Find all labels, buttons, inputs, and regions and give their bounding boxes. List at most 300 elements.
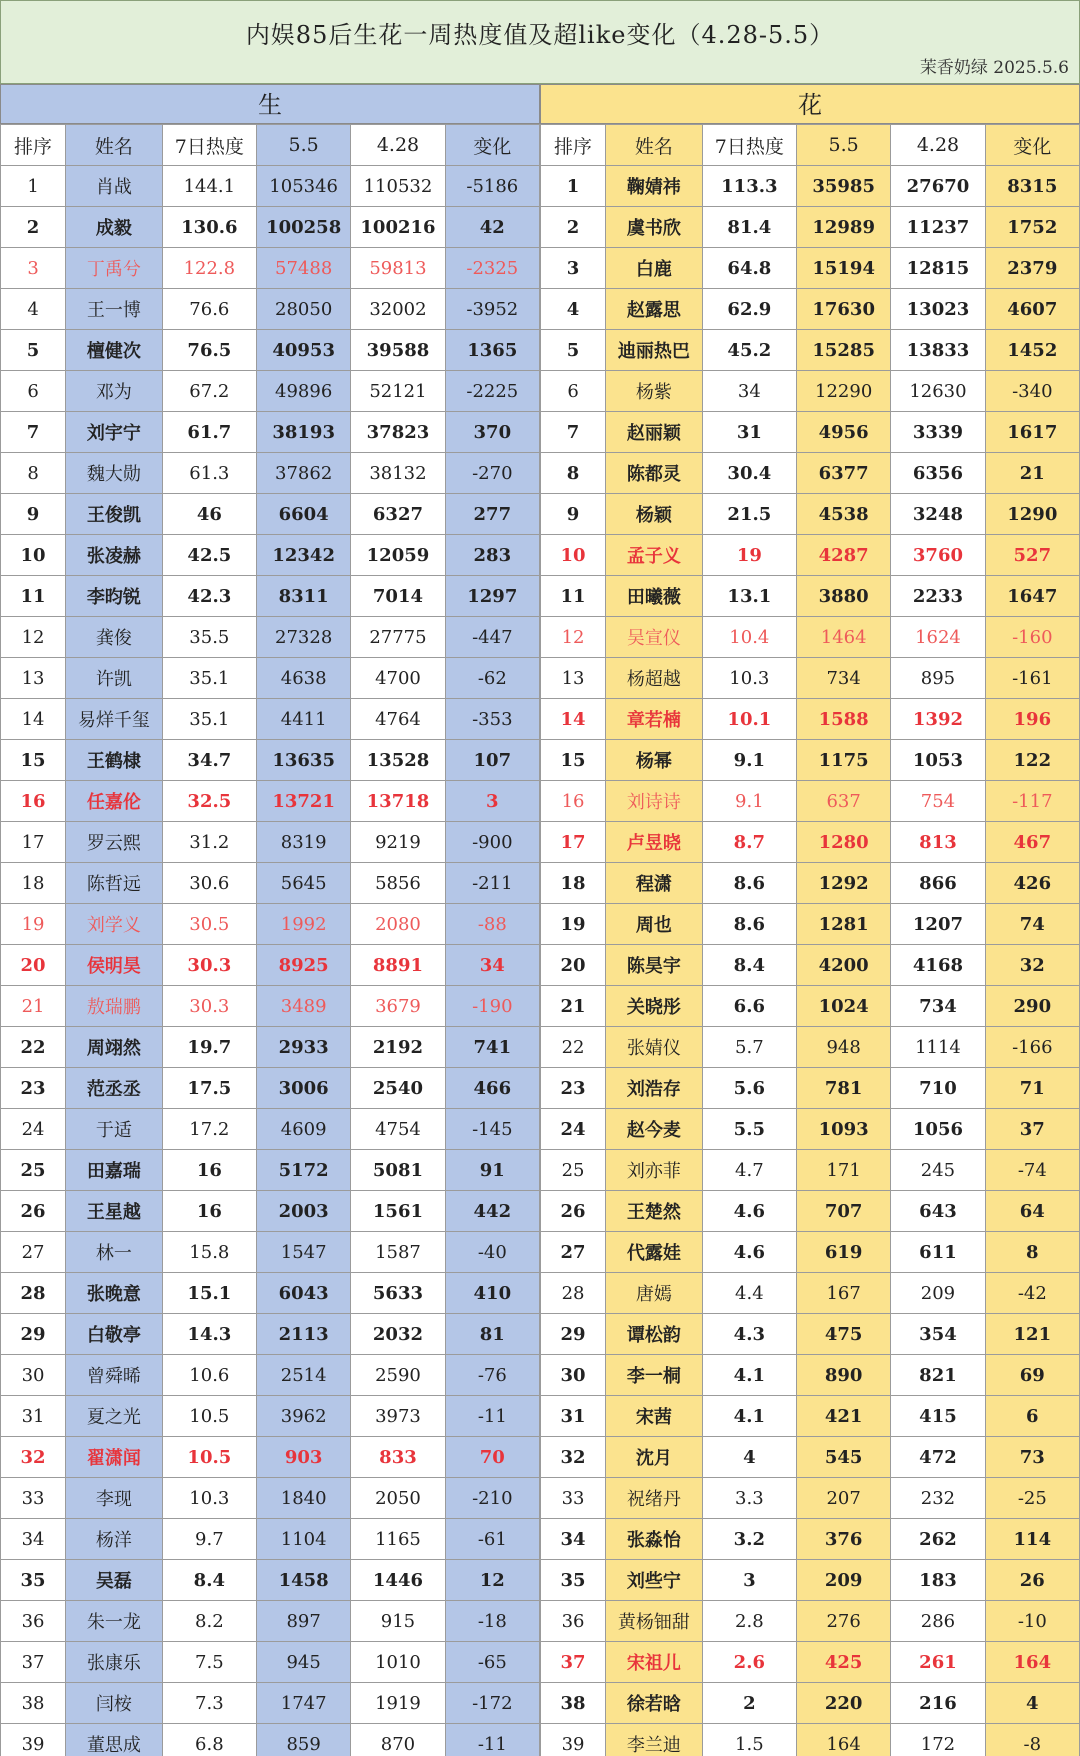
name-cell: 成毅 xyxy=(66,207,163,248)
change-cell: 69 xyxy=(985,1355,1079,1396)
value-55-cell: 1464 xyxy=(797,617,891,658)
table-row xyxy=(541,986,1080,1027)
heat-cell: 19 xyxy=(702,535,796,576)
rank-cell: 35 xyxy=(541,1560,606,1601)
value-428-cell: 261 xyxy=(891,1642,985,1683)
rank-cell: 4 xyxy=(541,289,606,330)
heat-cell: 16 xyxy=(162,1150,256,1191)
rank-cell: 11 xyxy=(1,576,66,617)
rank-cell: 18 xyxy=(541,863,606,904)
rank-cell: 13 xyxy=(541,658,606,699)
value-428-cell: 100216 xyxy=(351,207,445,248)
heat-cell: 42.3 xyxy=(162,576,256,617)
value-55-cell: 3006 xyxy=(257,1068,351,1109)
name-cell: 刘诗诗 xyxy=(606,781,703,822)
value-428-cell: 209 xyxy=(891,1273,985,1314)
table-row xyxy=(541,1396,1080,1437)
change-cell: -25 xyxy=(985,1478,1079,1519)
heat-cell: 8.7 xyxy=(702,822,796,863)
name-cell: 沈月 xyxy=(606,1437,703,1478)
rank-cell: 1 xyxy=(1,166,66,207)
table-row xyxy=(1,330,540,371)
heat-cell: 5.6 xyxy=(702,1068,796,1109)
value-55-cell: 12290 xyxy=(797,371,891,412)
name-cell: 陈都灵 xyxy=(606,453,703,494)
value-428-cell: 5633 xyxy=(351,1273,445,1314)
value-428-cell: 27775 xyxy=(351,617,445,658)
name-cell: 迪丽热巴 xyxy=(606,330,703,371)
value-428-cell: 13528 xyxy=(351,740,445,781)
change-cell: 426 xyxy=(985,863,1079,904)
table-row xyxy=(541,1601,1080,1642)
name-cell: 陈昊宇 xyxy=(606,945,703,986)
value-55-cell: 4609 xyxy=(257,1109,351,1150)
rank-cell: 21 xyxy=(1,986,66,1027)
change-cell: 277 xyxy=(445,494,539,535)
heat-cell: 8.2 xyxy=(162,1601,256,1642)
rank-cell: 39 xyxy=(1,1724,66,1756)
heat-cell: 4.1 xyxy=(702,1396,796,1437)
value-55-cell: 276 xyxy=(797,1601,891,1642)
value-55-cell: 1458 xyxy=(257,1560,351,1601)
table-row xyxy=(541,781,1080,822)
value-55-cell: 897 xyxy=(257,1601,351,1642)
value-428-cell: 110532 xyxy=(351,166,445,207)
change-cell: -353 xyxy=(445,699,539,740)
header-change: 变化 xyxy=(445,125,539,166)
value-55-cell: 4638 xyxy=(257,658,351,699)
change-cell: 466 xyxy=(445,1068,539,1109)
name-cell: 赵露思 xyxy=(606,289,703,330)
heat-cell: 76.5 xyxy=(162,330,256,371)
heat-cell: 9.1 xyxy=(702,781,796,822)
value-428-cell: 32002 xyxy=(351,289,445,330)
name-cell: 刘学义 xyxy=(66,904,163,945)
rank-cell: 24 xyxy=(1,1109,66,1150)
value-428-cell: 216 xyxy=(891,1683,985,1724)
value-428-cell: 39588 xyxy=(351,330,445,371)
table-row xyxy=(541,863,1080,904)
change-cell: 164 xyxy=(985,1642,1079,1683)
change-cell: 467 xyxy=(985,822,1079,863)
value-55-cell: 12989 xyxy=(797,207,891,248)
value-55-cell: 2003 xyxy=(257,1191,351,1232)
change-cell: 26 xyxy=(985,1560,1079,1601)
name-cell: 易烊千玺 xyxy=(66,699,163,740)
rank-cell: 15 xyxy=(541,740,606,781)
table-row xyxy=(541,453,1080,494)
rank-cell: 28 xyxy=(1,1273,66,1314)
name-cell: 王俊凯 xyxy=(66,494,163,535)
name-cell: 虞书欣 xyxy=(606,207,703,248)
value-428-cell: 8891 xyxy=(351,945,445,986)
value-55-cell: 1093 xyxy=(797,1109,891,1150)
rank-cell: 26 xyxy=(1,1191,66,1232)
name-cell: 杨洋 xyxy=(66,1519,163,1560)
heat-cell: 2.6 xyxy=(702,1642,796,1683)
name-cell: 谭松韵 xyxy=(606,1314,703,1355)
rank-cell: 7 xyxy=(1,412,66,453)
value-428-cell: 7014 xyxy=(351,576,445,617)
value-55-cell: 2113 xyxy=(257,1314,351,1355)
name-cell: 宋茜 xyxy=(606,1396,703,1437)
table-row xyxy=(541,945,1080,986)
rank-cell: 27 xyxy=(1,1232,66,1273)
name-cell: 祝绪丹 xyxy=(606,1478,703,1519)
value-428-cell: 286 xyxy=(891,1601,985,1642)
name-cell: 黄杨钿甜 xyxy=(606,1601,703,1642)
heat-cell: 32.5 xyxy=(162,781,256,822)
heat-cell: 6.8 xyxy=(162,1724,256,1756)
value-55-cell: 207 xyxy=(797,1478,891,1519)
value-55-cell: 15194 xyxy=(797,248,891,289)
heat-cell: 19.7 xyxy=(162,1027,256,1068)
male-ranking-table xyxy=(0,124,540,1756)
change-cell: -5186 xyxy=(445,166,539,207)
value-55-cell: 6043 xyxy=(257,1273,351,1314)
name-cell: 白鹿 xyxy=(606,248,703,289)
author-credit: 茉香奶绿 2025.5.6 xyxy=(919,58,1069,78)
rank-cell: 22 xyxy=(1,1027,66,1068)
change-cell: -447 xyxy=(445,617,539,658)
table-row xyxy=(1,1642,540,1683)
table-row xyxy=(1,945,540,986)
value-428-cell: 1114 xyxy=(891,1027,985,1068)
name-cell: 张康乐 xyxy=(66,1642,163,1683)
name-cell: 孟子义 xyxy=(606,535,703,576)
rank-cell: 15 xyxy=(1,740,66,781)
value-55-cell: 220 xyxy=(797,1683,891,1724)
name-cell: 刘亦菲 xyxy=(606,1150,703,1191)
table-row xyxy=(1,1191,540,1232)
change-cell: 107 xyxy=(445,740,539,781)
value-428-cell: 2540 xyxy=(351,1068,445,1109)
heat-cell: 81.4 xyxy=(702,207,796,248)
name-cell: 王星越 xyxy=(66,1191,163,1232)
heat-cell: 6.6 xyxy=(702,986,796,1027)
table-row xyxy=(1,1232,540,1273)
value-55-cell: 27328 xyxy=(257,617,351,658)
value-55-cell: 164 xyxy=(797,1724,891,1756)
value-55-cell: 4956 xyxy=(797,412,891,453)
value-428-cell: 13833 xyxy=(891,330,985,371)
rank-cell: 20 xyxy=(541,945,606,986)
heat-cell: 4.1 xyxy=(702,1355,796,1396)
value-55-cell: 167 xyxy=(797,1273,891,1314)
value-428-cell: 866 xyxy=(891,863,985,904)
value-428-cell: 3973 xyxy=(351,1396,445,1437)
value-55-cell: 1104 xyxy=(257,1519,351,1560)
change-cell: -10 xyxy=(985,1601,1079,1642)
name-cell: 任嘉伦 xyxy=(66,781,163,822)
heat-cell: 62.9 xyxy=(702,289,796,330)
name-cell: 杨超越 xyxy=(606,658,703,699)
change-cell: 81 xyxy=(445,1314,539,1355)
rank-cell: 25 xyxy=(1,1150,66,1191)
value-428-cell: 4700 xyxy=(351,658,445,699)
header-change: 变化 xyxy=(985,125,1079,166)
change-cell: 8315 xyxy=(985,166,1079,207)
change-cell: -74 xyxy=(985,1150,1079,1191)
rank-cell: 12 xyxy=(1,617,66,658)
heat-cell: 4 xyxy=(702,1437,796,1478)
female-ranking-table xyxy=(540,124,1080,1756)
rank-cell: 6 xyxy=(1,371,66,412)
table-row xyxy=(1,1150,540,1191)
change-cell: 442 xyxy=(445,1191,539,1232)
table-row xyxy=(541,1683,1080,1724)
rank-cell: 16 xyxy=(1,781,66,822)
value-428-cell: 3679 xyxy=(351,986,445,1027)
change-cell: 122 xyxy=(985,740,1079,781)
change-cell: -900 xyxy=(445,822,539,863)
name-cell: 侯明昊 xyxy=(66,945,163,986)
table-row xyxy=(541,1724,1080,1756)
change-cell: -210 xyxy=(445,1478,539,1519)
table-row xyxy=(1,740,540,781)
name-cell: 田曦薇 xyxy=(606,576,703,617)
value-55-cell: 8925 xyxy=(257,945,351,986)
heat-cell: 4.3 xyxy=(702,1314,796,1355)
value-428-cell: 1056 xyxy=(891,1109,985,1150)
value-55-cell: 4538 xyxy=(797,494,891,535)
value-55-cell: 4287 xyxy=(797,535,891,576)
rank-cell: 39 xyxy=(541,1724,606,1756)
heat-cell: 4.7 xyxy=(702,1150,796,1191)
value-55-cell: 425 xyxy=(797,1642,891,1683)
table-row xyxy=(541,412,1080,453)
name-cell: 张晚意 xyxy=(66,1273,163,1314)
name-cell: 吴宣仪 xyxy=(606,617,703,658)
heat-cell: 35.1 xyxy=(162,658,256,699)
value-428-cell: 4764 xyxy=(351,699,445,740)
rank-cell: 10 xyxy=(541,535,606,576)
heat-cell: 45.2 xyxy=(702,330,796,371)
value-55-cell: 5645 xyxy=(257,863,351,904)
table-row xyxy=(541,1273,1080,1314)
table-row xyxy=(1,289,540,330)
rank-cell: 14 xyxy=(541,699,606,740)
change-cell: 64 xyxy=(985,1191,1079,1232)
name-cell: 邓为 xyxy=(66,371,163,412)
name-cell: 刘些宁 xyxy=(606,1560,703,1601)
name-cell: 李一桐 xyxy=(606,1355,703,1396)
value-55-cell: 1747 xyxy=(257,1683,351,1724)
value-55-cell: 2514 xyxy=(257,1355,351,1396)
table-row xyxy=(541,289,1080,330)
table-row xyxy=(1,699,540,740)
table-row xyxy=(1,986,540,1027)
change-cell: -190 xyxy=(445,986,539,1027)
name-cell: 周也 xyxy=(606,904,703,945)
value-55-cell: 734 xyxy=(797,658,891,699)
rank-cell: 19 xyxy=(541,904,606,945)
table-row xyxy=(541,822,1080,863)
heat-cell: 8.4 xyxy=(702,945,796,986)
value-55-cell: 707 xyxy=(797,1191,891,1232)
female-section xyxy=(540,84,1080,1756)
name-cell: 卢昱晓 xyxy=(606,822,703,863)
change-cell: -61 xyxy=(445,1519,539,1560)
value-428-cell: 12815 xyxy=(891,248,985,289)
rank-cell: 8 xyxy=(541,453,606,494)
value-428-cell: 1561 xyxy=(351,1191,445,1232)
section-title-male: 生 xyxy=(0,84,540,124)
name-cell: 代露娃 xyxy=(606,1232,703,1273)
rank-cell: 32 xyxy=(1,1437,66,1478)
name-cell: 许凯 xyxy=(66,658,163,699)
table-row xyxy=(541,1109,1080,1150)
heat-cell: 61.3 xyxy=(162,453,256,494)
change-cell: 370 xyxy=(445,412,539,453)
value-55-cell: 1588 xyxy=(797,699,891,740)
value-428-cell: 3760 xyxy=(891,535,985,576)
header-name: 姓名 xyxy=(606,125,703,166)
heat-cell: 9.7 xyxy=(162,1519,256,1560)
rank-cell: 24 xyxy=(541,1109,606,1150)
page-title: 内娱85后生花一周热度值及超like变化（4.28-5.5） xyxy=(245,21,835,49)
table-row xyxy=(541,1437,1080,1478)
change-cell: 70 xyxy=(445,1437,539,1478)
name-cell: 王一博 xyxy=(66,289,163,330)
heat-cell: 30.3 xyxy=(162,945,256,986)
change-cell: 4607 xyxy=(985,289,1079,330)
rank-cell: 34 xyxy=(1,1519,66,1560)
name-cell: 章若楠 xyxy=(606,699,703,740)
value-428-cell: 12059 xyxy=(351,535,445,576)
heat-cell: 130.6 xyxy=(162,207,256,248)
name-cell: 王鹤棣 xyxy=(66,740,163,781)
value-55-cell: 3880 xyxy=(797,576,891,617)
value-55-cell: 545 xyxy=(797,1437,891,1478)
change-cell: -2225 xyxy=(445,371,539,412)
header-value-428: 4.28 xyxy=(891,125,985,166)
value-55-cell: 13635 xyxy=(257,740,351,781)
table-row xyxy=(1,371,540,412)
table-header-row xyxy=(1,125,540,166)
table-row xyxy=(1,1683,540,1724)
heat-cell: 10.5 xyxy=(162,1396,256,1437)
value-428-cell: 183 xyxy=(891,1560,985,1601)
rank-cell: 37 xyxy=(1,1642,66,1683)
value-428-cell: 472 xyxy=(891,1437,985,1478)
heat-cell: 34 xyxy=(702,371,796,412)
table-row xyxy=(541,740,1080,781)
change-cell: 3 xyxy=(445,781,539,822)
table-row xyxy=(541,248,1080,289)
value-428-cell: 3248 xyxy=(891,494,985,535)
female-table-body xyxy=(541,166,1080,1756)
change-cell: 1617 xyxy=(985,412,1079,453)
value-428-cell: 3339 xyxy=(891,412,985,453)
heat-cell: 2.8 xyxy=(702,1601,796,1642)
value-428-cell: 1392 xyxy=(891,699,985,740)
value-428-cell: 13023 xyxy=(891,289,985,330)
header-rank: 排序 xyxy=(541,125,606,166)
name-cell: 檀健次 xyxy=(66,330,163,371)
name-cell: 于适 xyxy=(66,1109,163,1150)
name-cell: 周翊然 xyxy=(66,1027,163,1068)
value-55-cell: 619 xyxy=(797,1232,891,1273)
value-428-cell: 2192 xyxy=(351,1027,445,1068)
heat-cell: 5.7 xyxy=(702,1027,796,1068)
table-row xyxy=(1,1601,540,1642)
change-cell: 1752 xyxy=(985,207,1079,248)
heat-cell: 1.5 xyxy=(702,1724,796,1756)
heat-cell: 31.2 xyxy=(162,822,256,863)
change-cell: 12 xyxy=(445,1560,539,1601)
heat-cell: 10.5 xyxy=(162,1437,256,1478)
value-428-cell: 12630 xyxy=(891,371,985,412)
value-55-cell: 35985 xyxy=(797,166,891,207)
value-428-cell: 354 xyxy=(891,1314,985,1355)
name-cell: 杨颖 xyxy=(606,494,703,535)
name-cell: 杨幂 xyxy=(606,740,703,781)
header-value-55: 5.5 xyxy=(797,125,891,166)
heat-cell: 30.6 xyxy=(162,863,256,904)
rank-cell: 12 xyxy=(541,617,606,658)
change-cell: -42 xyxy=(985,1273,1079,1314)
value-428-cell: 813 xyxy=(891,822,985,863)
change-cell: 741 xyxy=(445,1027,539,1068)
change-cell: 410 xyxy=(445,1273,539,1314)
value-428-cell: 172 xyxy=(891,1724,985,1756)
heat-cell: 10.3 xyxy=(162,1478,256,1519)
table-row xyxy=(1,1109,540,1150)
change-cell: -40 xyxy=(445,1232,539,1273)
name-cell: 吴磊 xyxy=(66,1560,163,1601)
rank-cell: 28 xyxy=(541,1273,606,1314)
change-cell: 527 xyxy=(985,535,1079,576)
table-row xyxy=(541,1150,1080,1191)
change-cell: 42 xyxy=(445,207,539,248)
value-428-cell: 1165 xyxy=(351,1519,445,1560)
heat-cell: 42.5 xyxy=(162,535,256,576)
heat-cell: 7.3 xyxy=(162,1683,256,1724)
name-cell: 李兰迪 xyxy=(606,1724,703,1756)
value-55-cell: 421 xyxy=(797,1396,891,1437)
rank-cell: 17 xyxy=(1,822,66,863)
heat-cell: 67.2 xyxy=(162,371,256,412)
change-cell: 196 xyxy=(985,699,1079,740)
table-row xyxy=(1,781,540,822)
heat-cell: 64.8 xyxy=(702,248,796,289)
header-name: 姓名 xyxy=(66,125,163,166)
rank-cell: 5 xyxy=(541,330,606,371)
heat-cell: 16 xyxy=(162,1191,256,1232)
rank-cell: 38 xyxy=(1,1683,66,1724)
value-428-cell: 1624 xyxy=(891,617,985,658)
rank-cell: 11 xyxy=(541,576,606,617)
table-row xyxy=(1,1724,540,1756)
name-cell: 曾舜晞 xyxy=(66,1355,163,1396)
rank-cell: 27 xyxy=(541,1232,606,1273)
value-55-cell: 105346 xyxy=(257,166,351,207)
name-cell: 刘浩存 xyxy=(606,1068,703,1109)
change-cell: -62 xyxy=(445,658,539,699)
name-cell: 赵丽颖 xyxy=(606,412,703,453)
table-row xyxy=(541,166,1080,207)
value-428-cell: 643 xyxy=(891,1191,985,1232)
change-cell: 32 xyxy=(985,945,1079,986)
heat-cell: 46 xyxy=(162,494,256,535)
change-cell: 6 xyxy=(985,1396,1079,1437)
value-55-cell: 475 xyxy=(797,1314,891,1355)
value-428-cell: 415 xyxy=(891,1396,985,1437)
table-row xyxy=(1,1273,540,1314)
value-55-cell: 2933 xyxy=(257,1027,351,1068)
table-row xyxy=(541,535,1080,576)
